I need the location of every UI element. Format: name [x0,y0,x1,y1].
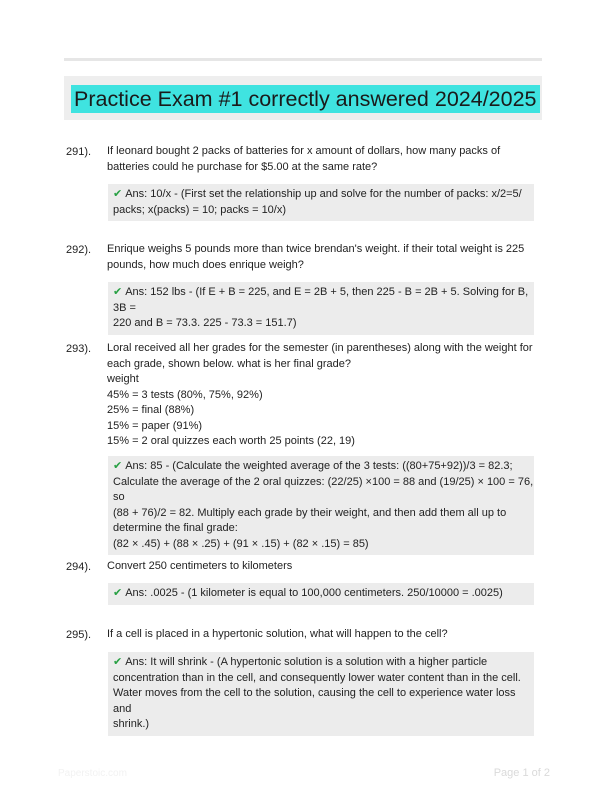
check-icon: ✔ [113,188,123,200]
answer-box [108,456,534,555]
question-line: weight [107,373,139,385]
question-line: batteries could he purchase for $5.00 at the same rate? [107,160,378,173]
check-icon: ✔ [113,656,123,668]
question-line: each grade, shown below. what is her final grade? [107,357,351,370]
answer-line: Water moves from the cell to the solution, causing the cell to experience water loss and [113,687,516,715]
question-number: 294). [66,561,92,573]
question-line: Loral received all her grades for the semester (in parentheses) along with the weight for [107,342,533,354]
question-line: 25% = final (88%) [107,404,195,416]
question-line: If a cell is placed in a hypertonic solution, what will happen to the cell? [107,628,448,640]
question-number: 291). [66,146,92,158]
answer-line: Ans: 152 lbs - (If E + B = 225, and E = 2B + 5, then 225 - B = 2B + 5. Solving for B, 3B = [113,286,529,314]
answer-box [108,184,534,221]
answer-line: concentration than in the cell, and consequently lower water content than in the cell. [113,671,521,684]
check-icon: ✔ [113,460,123,472]
question-number: 293). [66,343,92,355]
answer-line: packs; x(packs) = 10; packs = 10/x) [113,203,287,216]
top-divider [64,58,542,61]
check-icon: ✔ [113,587,123,599]
question-text [107,341,537,450]
question-text [107,144,537,175]
answer-line: Ans: .0025 - (1 kilometer is equal to 100,000 centimeters. 250/10000 = .0025) [125,587,503,599]
footer-watermark: Paperstoic.com [58,768,127,779]
answer-line: determine the final grade: [113,522,238,534]
question-number: 295). [66,629,92,641]
answer-line: Ans: It will shrink - (A hypertonic solution is a solution with a higher particle [125,656,488,668]
page-title: Practice Exam #1 correctly answered 2024/2025 [71,85,540,113]
question-line: 15% = 2 oral quizzes each worth 25 points (22, 19) [107,435,355,447]
check-icon: ✔ [113,286,123,298]
answer-line: 220 and B = 73.3. 225 - 73.3 = 151.7) [113,317,297,329]
answer-box [108,583,534,605]
question-line: If leonard bought 2 packs of batteries for x amount of dollars, how many packs of [107,145,501,157]
question-line: 45% = 3 tests (80%, 75%, 92%) [107,388,263,401]
answer-line: Calculate the average of the 2 oral quizzes: (22/25) ×100 = 88 and (19/25) × 100 = 76, so [113,475,534,503]
question-line: Enrique weighs 5 pounds more than twice brendan's weight. if their total weight is 225 [107,243,525,255]
question-text [107,627,537,643]
answer-line: shrink.) [113,718,150,730]
answer-box [108,652,534,736]
answer-box [108,282,534,335]
page-number: Page 1 of 2 [493,767,550,779]
answer-line: (82 × .45) + (88 × .25) + (91 × .15) + (82 × .15) = 85) [113,537,369,550]
question-line: Convert 250 centimeters to kilometers [107,560,293,572]
question-text [107,559,537,575]
answer-line: Ans: 10/x - (First set the relationship up and solve for the number of packs: x/2=5/ [125,188,522,200]
answer-line: (88 + 76)/2 = 82. Multiply each grade by their weight, and then add them all up to [113,506,507,519]
question-number: 292). [66,244,92,256]
question-text [107,242,537,273]
answer-line: Ans: 85 - (Calculate the weighted average of the 3 tests: ((80+75+92))/3 = 82.3; [125,460,513,472]
question-line: pounds, how much does enrique weigh? [107,258,304,271]
question-line: 15% = paper (91%) [107,419,203,432]
